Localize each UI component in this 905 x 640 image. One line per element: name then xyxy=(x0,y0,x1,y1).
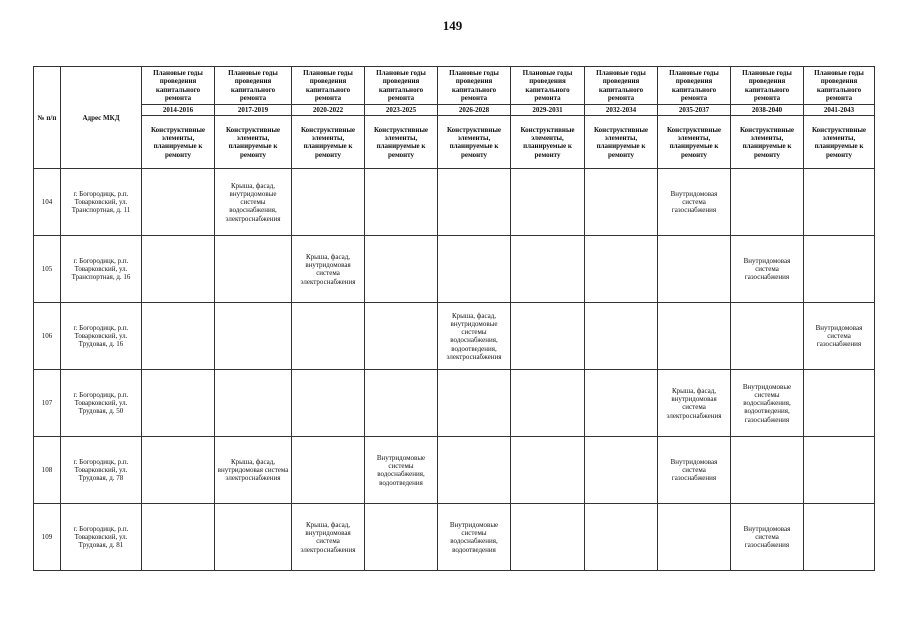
column-header-plan: Плановые годы проведения капитального ремонта xyxy=(804,67,875,105)
column-header-plan: Плановые годы проведения капитального ремонта xyxy=(585,67,658,105)
repair-elements-cell xyxy=(511,303,585,370)
repair-elements-cell xyxy=(142,236,215,303)
period-header: 2017-2019 xyxy=(215,105,292,116)
elements-header: Конструктивные элементы, планируемые к ремонту xyxy=(142,116,215,169)
row-number: 104 xyxy=(34,169,61,236)
elements-header: Конструктивные элементы, планируемые к ремонту xyxy=(658,116,731,169)
period-header: 2014-2016 xyxy=(142,105,215,116)
table-body xyxy=(34,169,875,571)
repair-elements-cell xyxy=(438,236,511,303)
repair-elements-cell xyxy=(142,370,215,437)
repair-elements-cell xyxy=(658,303,731,370)
column-header-plan: Плановые годы проведения капитального ремонта xyxy=(511,67,585,105)
repair-elements-cell xyxy=(365,504,438,571)
repair-elements-cell xyxy=(365,169,438,236)
repair-elements-cell xyxy=(142,504,215,571)
elements-header: Конструктивные элементы, планируемые к ремонту xyxy=(731,116,804,169)
row-address: г. Богородицк, р.п. Товарковский, ул. Транспортная, д. 16 xyxy=(61,236,142,303)
repair-elements-cell xyxy=(142,303,215,370)
repair-elements-cell: Внутридомовая система газоснабжения xyxy=(658,169,731,236)
repair-elements-cell xyxy=(438,370,511,437)
repair-elements-cell xyxy=(658,236,731,303)
row-number: 106 xyxy=(34,303,61,370)
repair-elements-cell xyxy=(804,437,875,504)
period-header: 2035-2037 xyxy=(658,105,731,116)
repair-elements-cell xyxy=(511,504,585,571)
period-header: 2026-2028 xyxy=(438,105,511,116)
row-address: г. Богородицк, р.п. Товарковский, ул. Трудовая, д. 78 xyxy=(61,437,142,504)
repair-elements-cell xyxy=(365,370,438,437)
row-address: г. Богородицк, р.п. Товарковский, ул. Трудовая, д. 16 xyxy=(61,303,142,370)
header-row-periods xyxy=(34,105,875,116)
period-header: 2041-2043 xyxy=(804,105,875,116)
table-row xyxy=(34,169,875,236)
repair-elements-cell xyxy=(142,437,215,504)
repair-elements-cell xyxy=(585,370,658,437)
repair-elements-cell: Крыша, фасад, внутридомовые системы водоснабжения, водоотведения, электроснабжения xyxy=(438,303,511,370)
repair-elements-cell xyxy=(292,437,365,504)
repair-elements-cell: Внутридомовая система газоснабжения xyxy=(731,236,804,303)
table-row xyxy=(34,370,875,437)
elements-header: Конструктивные элементы, планируемые к ремонту xyxy=(804,116,875,169)
page-number: 149 xyxy=(442,18,463,33)
period-header: 2029-2031 xyxy=(511,105,585,116)
repair-elements-cell xyxy=(365,303,438,370)
repair-elements-cell: Крыша, фасад, внутридомовая система электроснабжения xyxy=(292,504,365,571)
repair-elements-cell xyxy=(511,437,585,504)
repair-elements-cell xyxy=(511,169,585,236)
row-number: 105 xyxy=(34,236,61,303)
repair-elements-cell: Внутридомовая система газоснабжения xyxy=(658,437,731,504)
repair-elements-cell: Внутридомовые системы водоснабжения, водоотведения xyxy=(438,504,511,571)
table-row xyxy=(34,303,875,370)
table-row xyxy=(34,504,875,571)
repair-elements-cell xyxy=(585,303,658,370)
elements-header: Конструктивные элементы, планируемые к ремонту xyxy=(292,116,365,169)
column-header-plan: Плановые годы проведения капитального ремонта xyxy=(438,67,511,105)
repair-elements-cell xyxy=(365,236,438,303)
repair-elements-cell xyxy=(804,236,875,303)
repair-elements-cell: Внутридомовая система газоснабжения xyxy=(731,504,804,571)
period-header: 2020-2022 xyxy=(292,105,365,116)
row-address: г. Богородицк, р.п. Товарковский, ул. Трудовая, д. 81 xyxy=(61,504,142,571)
repair-elements-cell: Крыша, фасад, внутридомовая система электроснабжения xyxy=(292,236,365,303)
repair-elements-cell xyxy=(585,169,658,236)
column-header-num: № п/п xyxy=(34,67,61,169)
repair-elements-cell xyxy=(585,437,658,504)
column-header-plan: Плановые годы проведения капитального ремонта xyxy=(292,67,365,105)
elements-header: Конструктивные элементы, планируемые к ремонту xyxy=(438,116,511,169)
column-header-plan: Плановые годы проведения капитального ремонта xyxy=(658,67,731,105)
repair-elements-cell: Крыша, фасад, внутридомовая система электроснабжения xyxy=(658,370,731,437)
row-address: г. Богородицк, р.п. Товарковский, ул. Трудовая, д. 50 xyxy=(61,370,142,437)
repair-elements-cell: Внутридомовые системы водоснабжения, водоотведения, газоснабжения xyxy=(731,370,804,437)
repair-elements-cell xyxy=(438,169,511,236)
table-row xyxy=(34,236,875,303)
repair-elements-cell xyxy=(292,303,365,370)
row-number: 109 xyxy=(34,504,61,571)
elements-header: Конструктивные элементы, планируемые к ремонту xyxy=(511,116,585,169)
repair-elements-cell xyxy=(731,169,804,236)
period-header: 2038-2040 xyxy=(731,105,804,116)
capital-repair-table xyxy=(33,66,875,571)
period-header: 2023-2025 xyxy=(365,105,438,116)
repair-elements-cell: Внутридомовые системы водоснабжения, водоотведения xyxy=(365,437,438,504)
repair-elements-cell xyxy=(731,303,804,370)
header-row-elements xyxy=(34,116,875,169)
repair-elements-cell xyxy=(585,504,658,571)
row-address: г. Богородицк, р.п. Товарковский, ул. Транспортная, д. 11 xyxy=(61,169,142,236)
repair-elements-cell xyxy=(292,370,365,437)
row-number: 107 xyxy=(34,370,61,437)
repair-elements-cell xyxy=(511,370,585,437)
row-number: 108 xyxy=(34,437,61,504)
period-header: 2032-2034 xyxy=(585,105,658,116)
repair-elements-cell xyxy=(804,504,875,571)
repair-elements-cell xyxy=(142,169,215,236)
repair-elements-cell xyxy=(215,303,292,370)
repair-elements-cell xyxy=(731,437,804,504)
column-header-plan: Плановые годы проведения капитального ремонта xyxy=(365,67,438,105)
repair-elements-cell: Крыша, фасад, внутридомовые системы водоснабжения, электроснабжения xyxy=(215,169,292,236)
repair-elements-cell xyxy=(804,169,875,236)
repair-elements-cell xyxy=(658,504,731,571)
column-header-plan: Плановые годы проведения капитального ремонта xyxy=(215,67,292,105)
repair-elements-cell xyxy=(438,437,511,504)
repair-elements-cell xyxy=(585,236,658,303)
elements-header: Конструктивные элементы, планируемые к ремонту xyxy=(585,116,658,169)
repair-elements-cell: Крыша, фасад, внутридомовая система электроснабжения xyxy=(215,437,292,504)
repair-elements-cell xyxy=(215,370,292,437)
repair-elements-cell: Внутридомовая система газоснабжения xyxy=(804,303,875,370)
repair-elements-cell xyxy=(215,504,292,571)
column-header-plan: Плановые годы проведения капитального ремонта xyxy=(731,67,804,105)
repair-elements-cell xyxy=(292,169,365,236)
repair-elements-cell xyxy=(511,236,585,303)
table-row xyxy=(34,437,875,504)
column-header-plan: Плановые годы проведения капитального ремонта xyxy=(142,67,215,105)
column-header-address: Адрес МКД xyxy=(61,67,142,169)
repair-elements-cell xyxy=(804,370,875,437)
header-row-titles xyxy=(34,67,875,105)
elements-header: Конструктивные элементы, планируемые к ремонту xyxy=(215,116,292,169)
repair-elements-cell xyxy=(215,236,292,303)
elements-header: Конструктивные элементы, планируемые к ремонту xyxy=(365,116,438,169)
